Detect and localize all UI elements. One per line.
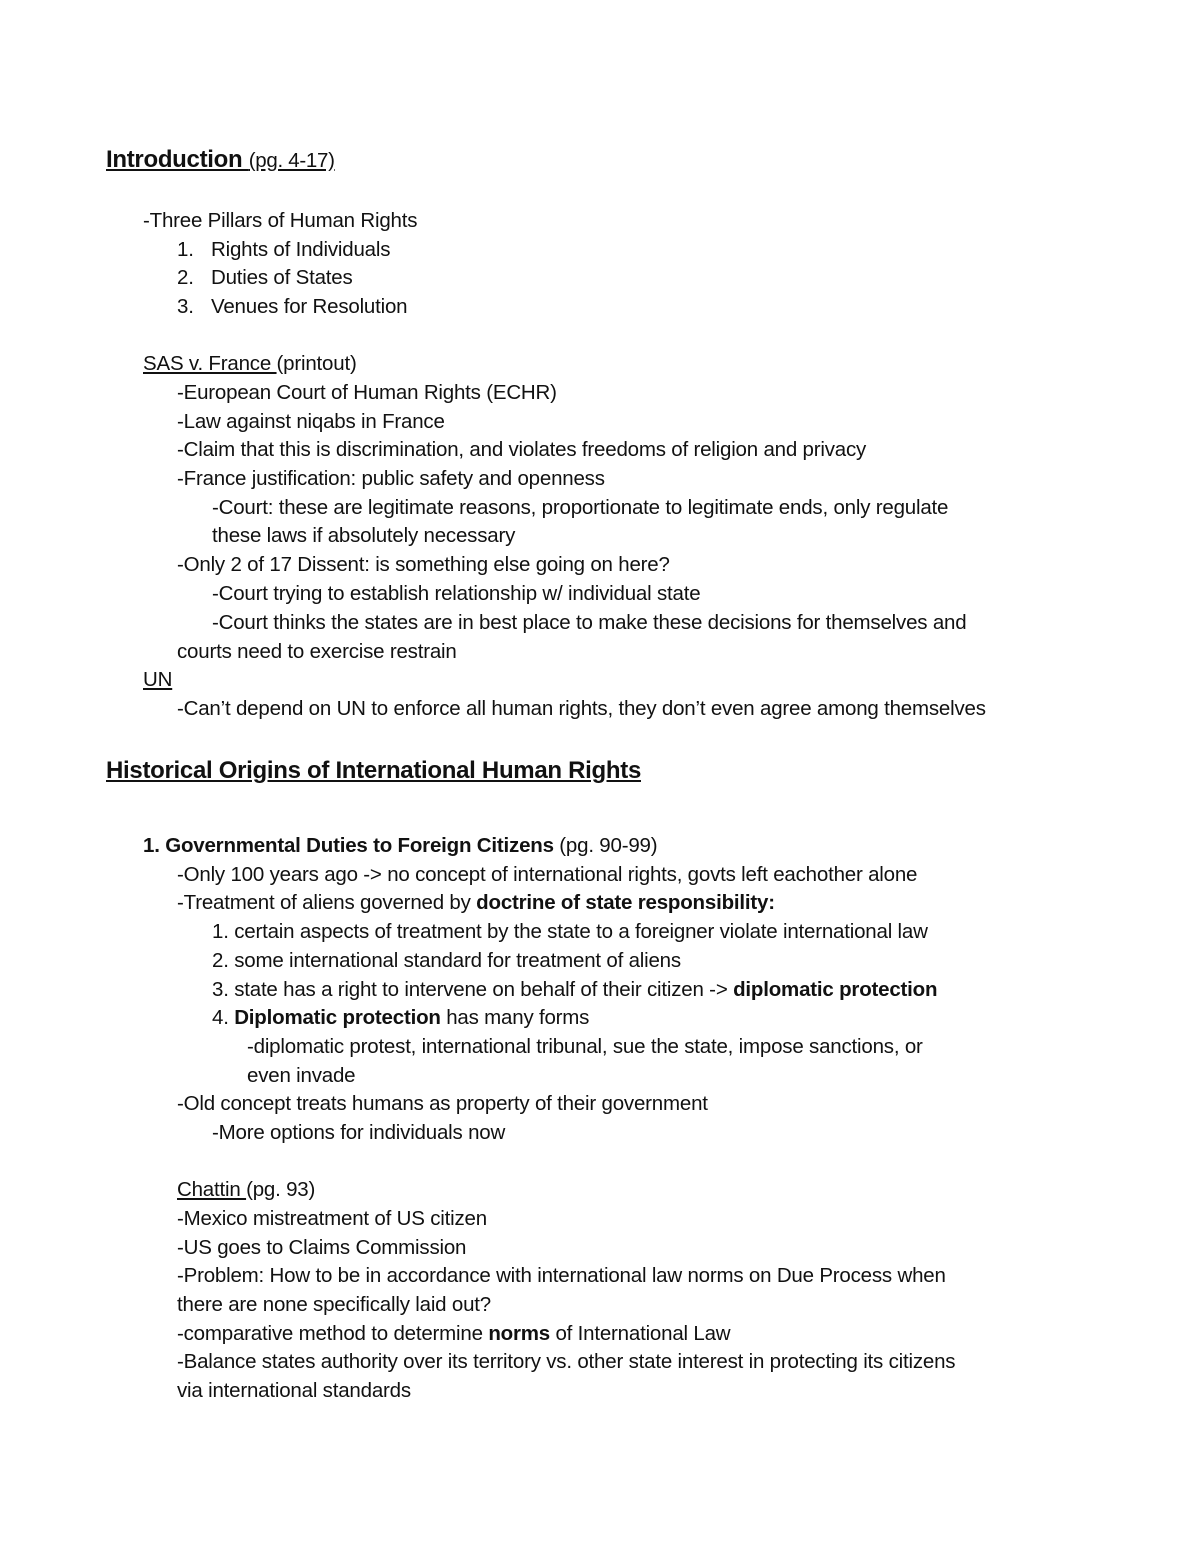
sas-title: SAS v. France <box>143 352 277 375</box>
sas-line: courts need to exercise restrain <box>177 640 457 663</box>
sas-line: -European Court of Human Rights (ECHR) <box>177 381 557 404</box>
chattin-line: -Problem: How to be in accordance with international law norms on Due Process when <box>177 1264 946 1287</box>
section-1-line: -diplomatic protest, international tribunal, sue the state, impose sanctions, or <box>247 1035 923 1058</box>
chattin-line: -comparative method to determine norms of International Law <box>177 1322 731 1345</box>
sas-line: -Claim that this is discrimination, and violates freedoms of religion and privacy <box>177 438 867 461</box>
sas-line: these laws if absolutely necessary <box>212 524 516 547</box>
list-item: 1. certain aspects of treatment by the state to a foreigner violate international law <box>212 920 928 943</box>
chattin-line: via international standards <box>177 1379 411 1402</box>
section-1-title: Governmental Duties to Foreign Citizens <box>165 834 554 857</box>
sas-line: -Court trying to establish relationship w/ individual state <box>212 582 701 605</box>
sas-line: -Court: these are legitimate reasons, proportionate to legitimate ends, only regulate <box>212 496 949 519</box>
chattin-pages: (pg. 93) <box>246 1178 316 1201</box>
intro-heading <box>106 145 335 176</box>
list-item: 2. some international standard for treatment of aliens <box>212 949 681 972</box>
sas-line: -France justification: public safety and openness <box>177 467 605 490</box>
section-1-line: -Treatment of aliens governed by doctrine of state responsibility: <box>177 891 775 914</box>
intro-title: Introduction <box>106 146 249 173</box>
sas-source: (printout) <box>276 352 357 375</box>
historical-title: Historical Origins of International Human Rights <box>106 757 641 784</box>
section-1-line: even invade <box>247 1064 356 1087</box>
sas-line: -Court thinks the states are in best place to make these decisions for themselves and <box>212 611 967 634</box>
chattin-line: there are none specifically laid out? <box>177 1293 491 1316</box>
list-item: 1. Rights of Individuals <box>177 238 391 261</box>
chattin-heading <box>177 1177 315 1203</box>
intro-pages: (pg. 4-17) <box>248 149 335 172</box>
un-title: UN <box>143 668 173 691</box>
un-line: -Can’t depend on UN to enforce all human rights, they don’t even agree among themselves <box>177 697 986 720</box>
section-1-line: -Old concept treats humans as property of their government <box>177 1092 708 1115</box>
pillars-heading: -Three Pillars of Human Rights <box>143 209 418 232</box>
chattin-line: -Balance states authority over its territory vs. other state interest in protecting its citizens <box>177 1350 956 1373</box>
section-1-heading <box>143 833 657 859</box>
chattin-line: -Mexico mistreatment of US citizen <box>177 1207 487 1230</box>
list-item: 3. Venues for Resolution <box>177 295 408 318</box>
sas-heading <box>143 351 357 377</box>
section-1-num: 1. <box>143 834 166 857</box>
sas-line: -Law against niqabs in France <box>177 410 445 433</box>
chattin-line: -US goes to Claims Commission <box>177 1236 467 1259</box>
chattin-title: Chattin <box>177 1178 247 1201</box>
list-item: 4. Diplomatic protection has many forms <box>212 1006 590 1029</box>
sas-line: -Only 2 of 17 Dissent: is something else going on here? <box>177 553 670 576</box>
section-1-pages: (pg. 90-99) <box>553 834 658 857</box>
list-item: 2. Duties of States <box>177 266 353 289</box>
section-1-line: -Only 100 years ago -> no concept of international rights, govts left eachother alone <box>177 863 918 886</box>
section-1-line: -More options for individuals now <box>212 1121 506 1144</box>
list-item: 3. state has a right to intervene on behalf of their citizen -> diplomatic protection <box>212 978 938 1001</box>
